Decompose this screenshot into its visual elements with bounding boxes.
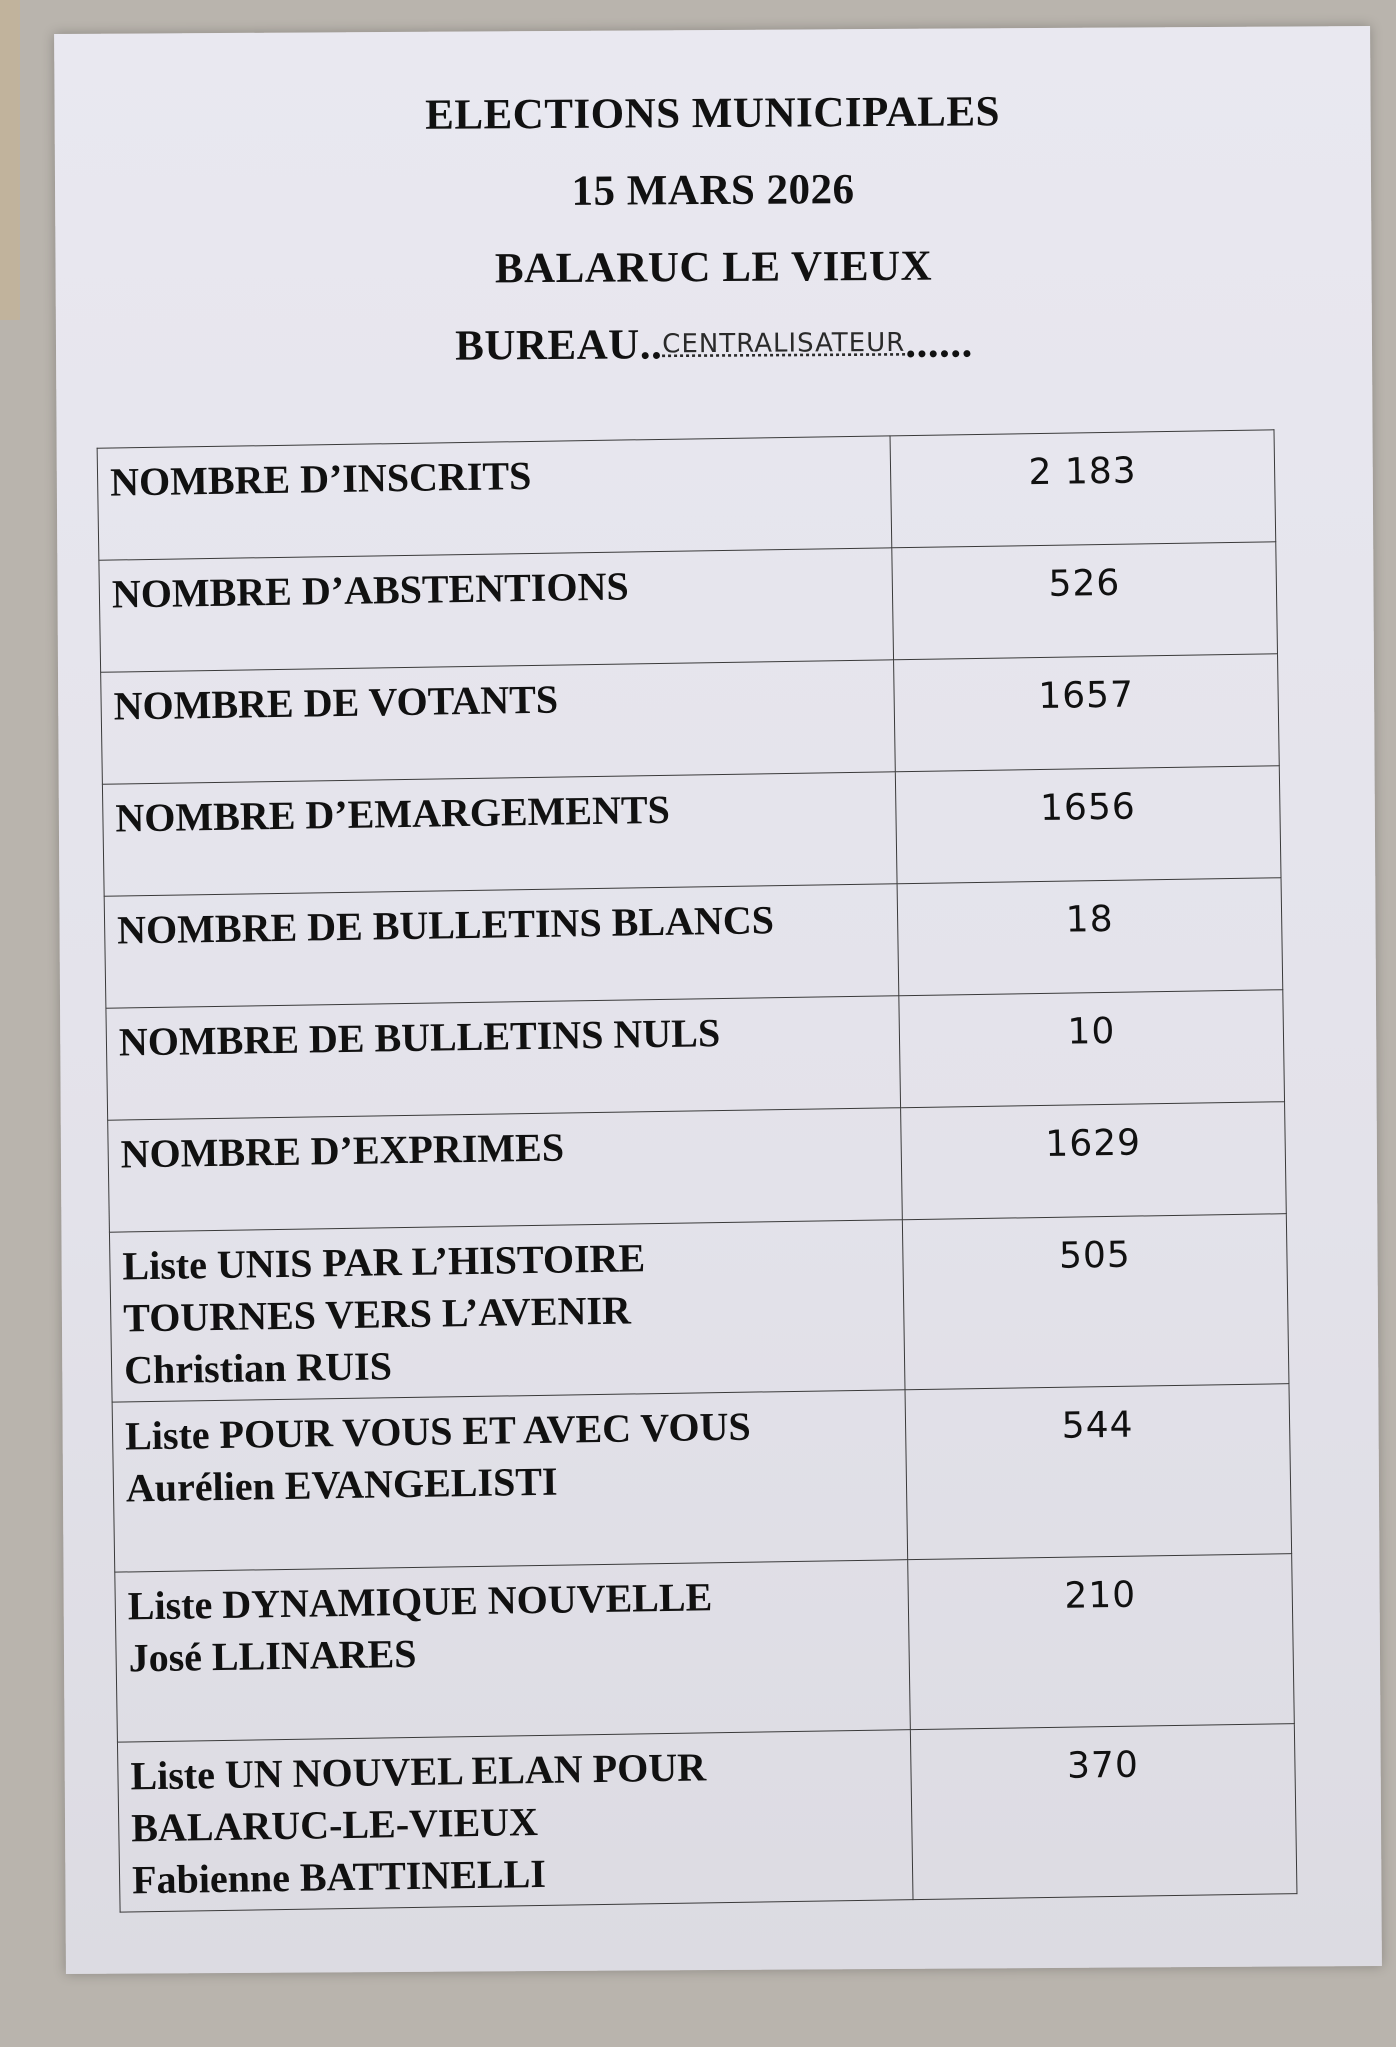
list-value-ruis: 505 xyxy=(902,1214,1289,1390)
table-row xyxy=(102,766,1281,896)
table-row xyxy=(117,1724,1297,1912)
row-label-emargements: NOMBRE D’EMARGEMENTS xyxy=(102,772,897,896)
table-row xyxy=(115,1554,1295,1742)
commune-name: BALARUC LE VIEUX xyxy=(494,242,933,293)
table-row xyxy=(108,1102,1287,1232)
list-name-line: BALARUC-LE-VIEUX xyxy=(130,1799,539,1851)
row-label-abstentions: NOMBRE D’ABSTENTIONS xyxy=(99,548,894,672)
list-name-line: TOURNES VERS L’AVENIR xyxy=(122,1287,632,1341)
list-name-line: Liste UN NOUVEL ELAN POUR xyxy=(130,1744,707,1799)
row-value-inscrits: 2 183 xyxy=(890,430,1276,548)
list-head-name: Fabienne BATTINELLI xyxy=(131,1850,547,1903)
results-sheet xyxy=(54,26,1382,1974)
row-value-blancs: 18 xyxy=(897,878,1283,996)
list-head-name: José LLINARES xyxy=(128,1630,417,1681)
election-title: ELECTIONS MUNICIPALES xyxy=(425,88,1001,139)
row-label-inscrits: NOMBRE D’INSCRITS xyxy=(97,436,892,560)
row-label-nuls: NOMBRE DE BULLETINS NULS xyxy=(106,996,901,1120)
list-label-llinares xyxy=(115,1560,911,1742)
table-row xyxy=(101,654,1280,784)
list-label-evangelisti xyxy=(112,1390,908,1572)
row-label-exprimes: NOMBRE D’EXPRIMES xyxy=(108,1108,903,1232)
bureau-line xyxy=(56,302,1372,387)
results-table xyxy=(97,429,1298,1912)
list-value-evangelisti: 544 xyxy=(905,1384,1292,1560)
list-name-line: Liste UNIS PAR L’HISTOIRE xyxy=(122,1235,646,1289)
list-value-battinelli: 370 xyxy=(910,1724,1297,1900)
list-head-name: Christian RUIS xyxy=(123,1343,393,1393)
table-row xyxy=(106,990,1285,1120)
row-label-blancs: NOMBRE DE BULLETINS BLANCS xyxy=(104,884,899,1008)
row-value-abstentions: 526 xyxy=(892,542,1278,660)
row-value-nuls: 10 xyxy=(899,990,1285,1108)
list-label-ruis xyxy=(109,1220,905,1402)
list-head-name: Aurélien EVANGELISTI xyxy=(125,1458,558,1511)
table-row xyxy=(109,1214,1289,1402)
list-value-llinares: 210 xyxy=(908,1554,1295,1730)
table-row xyxy=(112,1384,1292,1572)
list-name-line: Liste POUR VOUS ET AVEC VOUS xyxy=(124,1403,752,1459)
bureau-handwritten-value: CENTRALISATEUR xyxy=(662,327,906,360)
row-value-exprimes: 1629 xyxy=(901,1102,1287,1220)
row-value-votants: 1657 xyxy=(894,654,1280,772)
bureau-dots: ...... xyxy=(905,319,973,367)
row-label-votants: NOMBRE DE VOTANTS xyxy=(101,660,896,784)
list-name-line: Liste DYNAMIQUE NOUVELLE xyxy=(127,1574,713,1629)
election-date: 15 MARS 2026 xyxy=(571,166,855,215)
bureau-label: BUREAU.. xyxy=(455,321,663,370)
row-value-emargements: 1656 xyxy=(895,766,1281,884)
table-row xyxy=(104,878,1283,1008)
desk-edge xyxy=(0,0,20,320)
document-header xyxy=(54,71,1372,387)
list-label-battinelli xyxy=(117,1730,913,1912)
table-row xyxy=(99,542,1278,672)
table-row xyxy=(97,430,1276,560)
